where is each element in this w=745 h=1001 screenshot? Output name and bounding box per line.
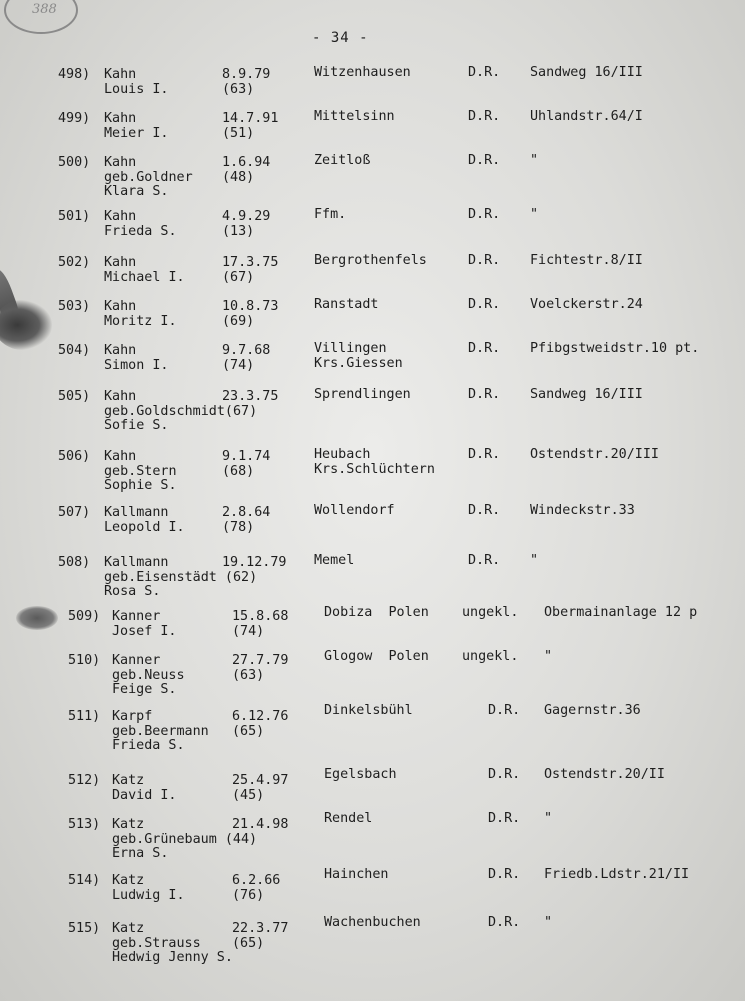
birth-date-age: 25.4.97 (45) [232, 773, 289, 803]
person-names: Kahn Louis I. [104, 67, 169, 97]
birth-date-age: 15.8.68 (74) [232, 609, 289, 639]
person-names: Katz geb.Grünebaum (44) Erna S. [112, 817, 258, 861]
birthplace: Zeitloß [314, 153, 371, 168]
person-names: Kanner geb.Neuss Feige S. [112, 653, 185, 697]
entry-number: 512) [68, 773, 101, 788]
birth-date-age: 10.8.73 (69) [222, 299, 279, 329]
birth-date-age: 2.8.64 (78) [222, 505, 271, 535]
street-address: " [530, 207, 539, 222]
birth-date-age: 6.12.76 (65) [232, 709, 289, 739]
street-address: Ostendstr.20/III [530, 447, 659, 462]
birthplace: Hainchen [324, 867, 389, 882]
person-names: Katz David I. [112, 773, 177, 803]
entry-number: 500) [58, 155, 91, 170]
birth-date-age: 4.9.29 (13) [222, 209, 271, 239]
entry-number: 507) [58, 505, 91, 520]
citizenship-status: D.R. [468, 65, 501, 80]
birthplace: Memel [314, 553, 355, 568]
citizenship-status: D.R. [488, 703, 521, 718]
street-address: " [530, 153, 539, 168]
citizenship-status: D.R. [468, 503, 501, 518]
birth-date-age: 17.3.75 (67) [222, 255, 279, 285]
person-names: Kanner Josef I. [112, 609, 177, 639]
citizenship-status: D.R. [468, 253, 501, 268]
person-names: Kallmann Leopold I. [104, 505, 185, 535]
person-names: Karpf geb.Beermann Frieda S. [112, 709, 209, 753]
birthplace: Villingen Krs.Giessen [314, 341, 403, 371]
birthplace: Wollendorf [314, 503, 395, 518]
entry-number: 506) [58, 449, 91, 464]
citizenship-status: D.R. [468, 447, 501, 462]
birthplace: Bergrothenfels [314, 253, 427, 268]
person-names: Katz Ludwig I. [112, 873, 185, 903]
paper-stain [0, 300, 52, 350]
citizenship-status: D.R. [468, 387, 501, 402]
citizenship-status: D.R. [488, 811, 521, 826]
entry-number: 498) [58, 67, 91, 82]
birth-date-age: 27.7.79 (63) [232, 653, 289, 683]
birth-date-age: 23.3.75 [222, 389, 279, 404]
entry-number: 499) [58, 111, 91, 126]
street-address: Windeckstr.33 [530, 503, 635, 518]
birth-date-age: 19.12.79 [222, 555, 287, 570]
citizenship-status: ungekl. [462, 605, 519, 620]
person-names: Kallmann geb.Eisenstädt (62) Rosa S. [104, 555, 258, 599]
entry-number: 510) [68, 653, 101, 668]
citizenship-status: D.R. [468, 109, 501, 124]
citizenship-status: D.R. [488, 767, 521, 782]
street-address: Obermainanlage 12 p [544, 605, 698, 620]
street-address: " [544, 811, 553, 826]
person-names: Kahn geb.Goldschmidt(67) Sofie S. [104, 389, 258, 433]
person-names: Kahn Meier I. [104, 111, 169, 141]
street-address: Ostendstr.20/II [544, 767, 665, 782]
citizenship-status: D.R. [468, 207, 501, 222]
birthplace: Dinkelsbühl [324, 703, 413, 718]
birthplace: Heubach Krs.Schlüchtern [314, 447, 435, 477]
entry-number: 509) [68, 609, 101, 624]
citizenship-status: D.R. [488, 915, 521, 930]
entry-number: 501) [58, 209, 91, 224]
birth-date-age: 8.9.79 (63) [222, 67, 271, 97]
citizenship-status: D.R. [468, 553, 501, 568]
entry-number: 503) [58, 299, 91, 314]
person-names: Kahn geb.Goldner Klara S. [104, 155, 193, 199]
street-address: Voelckerstr.24 [530, 297, 643, 312]
birthplace: Ranstadt [314, 297, 379, 312]
birth-date-age: 9.7.68 (74) [222, 343, 271, 373]
birth-date-age: 1.6.94 (48) [222, 155, 271, 185]
birthplace: Rendel [324, 811, 373, 826]
person-names: Katz geb.Strauss Hedwig Jenny S. [112, 921, 233, 965]
entry-number: 514) [68, 873, 101, 888]
birthplace: Egelsbach [324, 767, 397, 782]
birth-date-age: 6.2.66 (76) [232, 873, 281, 903]
citizenship-status: D.R. [468, 153, 501, 168]
street-address: Fichtestr.8/II [530, 253, 643, 268]
birthplace: Sprendlingen [314, 387, 411, 402]
citizenship-status: ungekl. [462, 649, 519, 664]
person-names: Kahn Moritz I. [104, 299, 177, 329]
street-address: Uhlandstr.64/I [530, 109, 643, 124]
entry-number: 502) [58, 255, 91, 270]
street-address: Sandweg 16/III [530, 387, 643, 402]
person-names: Kahn Frieda S. [104, 209, 177, 239]
birthplace: Dobiza Polen [324, 605, 429, 620]
page-number: - 34 - [312, 30, 369, 46]
street-address: Friedb.Ldstr.21/II [544, 867, 690, 882]
entry-number: 505) [58, 389, 91, 404]
entry-number: 504) [58, 343, 91, 358]
birthplace: Wachenbuchen [324, 915, 421, 930]
street-address: Pfibgstweidstr.10 pt. [530, 341, 700, 356]
person-names: Kahn Simon I. [104, 343, 169, 373]
entry-number: 508) [58, 555, 91, 570]
person-names: Kahn Michael I. [104, 255, 185, 285]
street-address: " [544, 649, 553, 664]
citizenship-status: D.R. [468, 297, 501, 312]
entry-number: 513) [68, 817, 101, 832]
birthplace: Witzenhausen [314, 65, 411, 80]
entry-number: 511) [68, 709, 101, 724]
birth-date-age: 9.1.74 (68) [222, 449, 271, 479]
person-names: Kahn geb.Stern Sophie S. [104, 449, 177, 493]
birthplace: Glogow Polen [324, 649, 429, 664]
birth-date-age: 14.7.91 (51) [222, 111, 279, 141]
street-address: " [530, 553, 539, 568]
street-address: Gagernstr.36 [544, 703, 641, 718]
birth-date-age: 21.4.98 [232, 817, 289, 832]
street-address: Sandweg 16/III [530, 65, 643, 80]
citizenship-status: D.R. [488, 867, 521, 882]
birthplace: Mittelsinn [314, 109, 395, 124]
entry-number: 515) [68, 921, 101, 936]
citizenship-status: D.R. [468, 341, 501, 356]
archive-stamp: 388 [4, 0, 78, 34]
street-address: " [544, 915, 553, 930]
punch-hole [16, 606, 58, 630]
birth-date-age: 22.3.77 (65) [232, 921, 289, 951]
birthplace: Ffm. [314, 207, 347, 222]
